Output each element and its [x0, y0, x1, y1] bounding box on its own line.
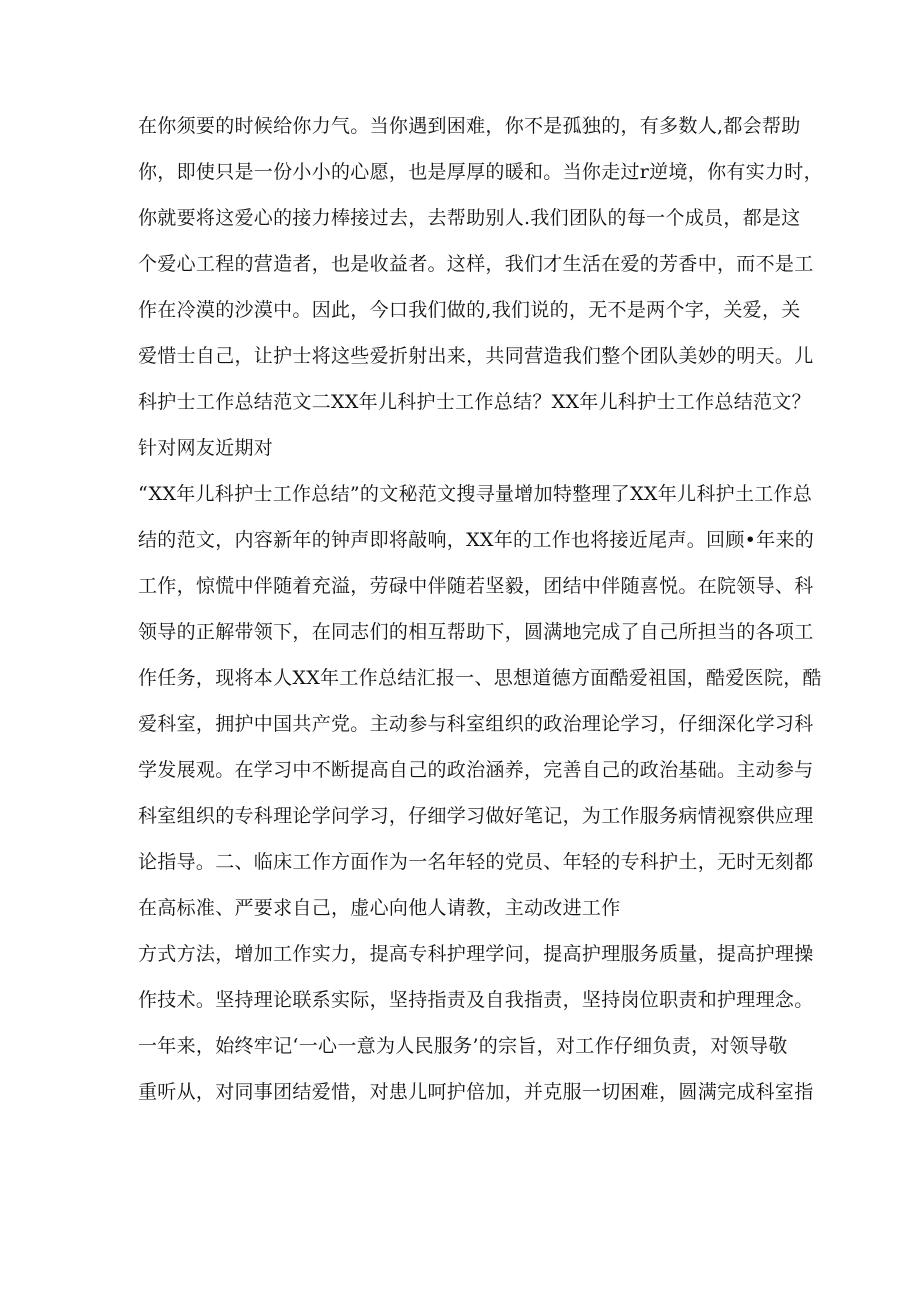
text-line: 科护士工作总结范文二XX年儿科护士工作总结？XX年儿科护士工作总结范文？: [138, 391, 811, 413]
text-line: 作在冷漠的沙漠中。因此，今口我们做的,我们说的，无不是两个字，关爱，关: [138, 299, 801, 321]
text-line: 你，即使只是一份小小的心愿，也是厚厚的暖和。当你走过r逆境，你有实力时，: [138, 161, 823, 183]
text-line: 针对网友近期对: [138, 437, 274, 459]
text-line: 重听从，对同事团结爱惜，对患儿呵护倍加，并克服一切困难，圆满完成科室指: [138, 1081, 814, 1103]
text-line: 工作，惊慌中伴随着充溢，劳碌中伴随若坚毅，团结中伴随喜悦。在院领导、科: [138, 575, 814, 597]
text-line: “XX年儿科护士工作总结”的文秘范文搜寻量增加特整理了XX年儿科护土工作总: [138, 483, 813, 505]
text-line: 方式方法，增加工作实力，提高专科护理学问，提高护理服务质量，提高护理操: [138, 943, 814, 965]
text-line: 科室组织的专科理论学问学习，仔细学习做好笔记，为工作服务病情视察供应理: [138, 805, 814, 827]
text-line: 学发展观。在学习中不断提高自己的政治涵养，完善自己的政治基础。主动参与: [138, 759, 814, 781]
text-line: 在高标准、严要求自己，虚心向他人请教，主动改进工作: [138, 897, 621, 919]
text-line: 领导的正解带领下，在同志们的相互帮助下，圆满地完成了自己所担当的各项工: [138, 621, 814, 643]
text-line: 爱科室，拥护中国共产党。主动参与科室组织的政治理论学习，仔细深化学习科: [138, 713, 814, 735]
text-line: 个爱心工程的营造者，也是收益者。这样，我们才生活在爱的芳香中，而不是工: [138, 253, 814, 275]
text-line: 一年来，始终牢记‘一心一意为人民服务’的宗旨，对工作仔细负责，对领导敬: [138, 1035, 788, 1057]
document-body: [138, 114, 823, 1126]
text-line: 你就要将这爱心的接力棒接过去，去帮助别人.我们团队的每一个成员，都是这: [138, 207, 801, 229]
text-line: 爱惜士自己，让护士将这些爱折射出来，共同营造我们整个团队美妙的明天。儿: [138, 345, 814, 367]
text-line: 作任务，现将本人XX年工作总结汇报一、思想道德方面酷爱祖国，酷爱医院，酷: [138, 667, 822, 689]
text-line: 在你须要的时候给你力气。当你遇到困难，你不是孤独的，有多数人,都会帮助: [138, 115, 801, 137]
text-line: 作技术。坚持理论联系实际，坚持指责及自我指责，坚持岗位职责和护理理念。: [138, 989, 814, 1011]
text-line: 结的范文，内容新年的钟声即将敲响，XX年的工作也将接近尾声。回顾•年来的: [138, 529, 815, 551]
text-line: 论指导。二、临床工作方面作为一名年轻的党员、年轻的专科护土，无时无刻都: [138, 851, 814, 873]
